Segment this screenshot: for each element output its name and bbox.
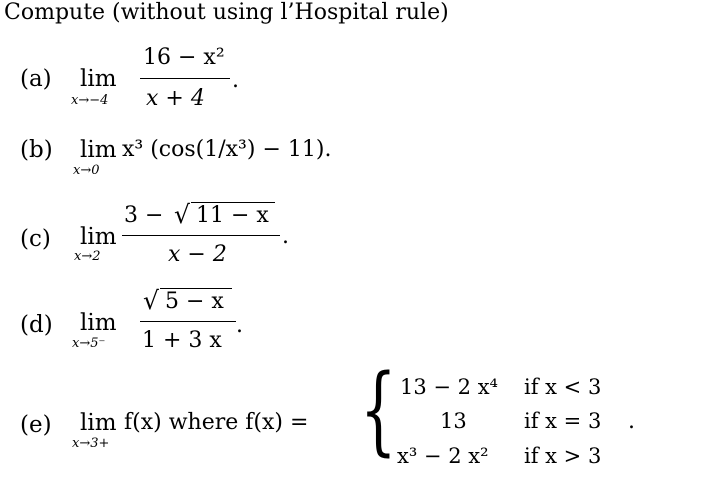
problem-e-brace: { bbox=[360, 354, 397, 466]
problem-e-case-1-condition: if x < 3 bbox=[524, 375, 602, 399]
problem-e-label: (e) bbox=[20, 412, 52, 438]
problem-e-period: . bbox=[628, 409, 635, 434]
problem-c-subscript: x→2 bbox=[74, 249, 101, 264]
problem-d-period: . bbox=[236, 313, 243, 338]
problem-e-lim: lim bbox=[80, 410, 117, 436]
page-title: Compute (without using l’Hospital rule) bbox=[4, 0, 449, 25]
problem-d-label: (d) bbox=[20, 312, 53, 338]
problem-a-label: (a) bbox=[20, 66, 52, 92]
problem-c-radical-sign: √ bbox=[174, 200, 190, 229]
problem-d-lim: lim bbox=[80, 310, 117, 336]
problem-a-period: . bbox=[232, 68, 239, 93]
problem-b-label: (b) bbox=[20, 137, 53, 163]
problem-c-label: (c) bbox=[20, 226, 51, 252]
problem-a-denominator: x + 4 bbox=[146, 86, 205, 111]
problem-e-case-2-condition: if x = 3 bbox=[524, 409, 602, 433]
problem-b-expression: x³ (cos(1/x³) − 11). bbox=[122, 137, 332, 162]
problem-c-fraction-bar bbox=[122, 235, 280, 236]
problem-a-subscript: x→−4 bbox=[71, 93, 109, 108]
problem-e-case-3-condition: if x > 3 bbox=[524, 444, 602, 468]
problem-d-radicand: 5 − x bbox=[165, 289, 224, 314]
problem-a-fraction-bar bbox=[140, 78, 230, 79]
problem-d-denominator: 1 + 3 x bbox=[142, 328, 222, 353]
problem-d-radical-sign: √ bbox=[143, 286, 159, 315]
problem-e-subscript: x→3+ bbox=[72, 436, 110, 451]
problem-a-numerator: 16 − x² bbox=[143, 45, 225, 70]
problem-e-case-2-value: 13 bbox=[440, 409, 467, 433]
problem-b-lim: lim bbox=[80, 137, 117, 163]
problem-e-expression: f(x) where f(x) = bbox=[124, 410, 309, 435]
problem-c-denominator: x − 2 bbox=[168, 242, 227, 267]
problem-e-case-3-value: x³ − 2 x² bbox=[397, 444, 489, 468]
problem-c-period: . bbox=[282, 224, 289, 249]
problem-a-lim: lim bbox=[80, 66, 117, 92]
problem-c-lim: lim bbox=[80, 224, 117, 250]
problem-d-fraction-bar bbox=[140, 321, 236, 322]
problem-b-subscript: x→0 bbox=[73, 163, 100, 178]
problem-e-case-1-value: 13 − 2 x⁴ bbox=[400, 375, 498, 399]
problem-c-radicand: 11 − x bbox=[196, 203, 269, 228]
problem-d-subscript: x→5⁻ bbox=[72, 336, 106, 351]
problem-c-numerator-prefix: 3 − bbox=[124, 203, 164, 228]
